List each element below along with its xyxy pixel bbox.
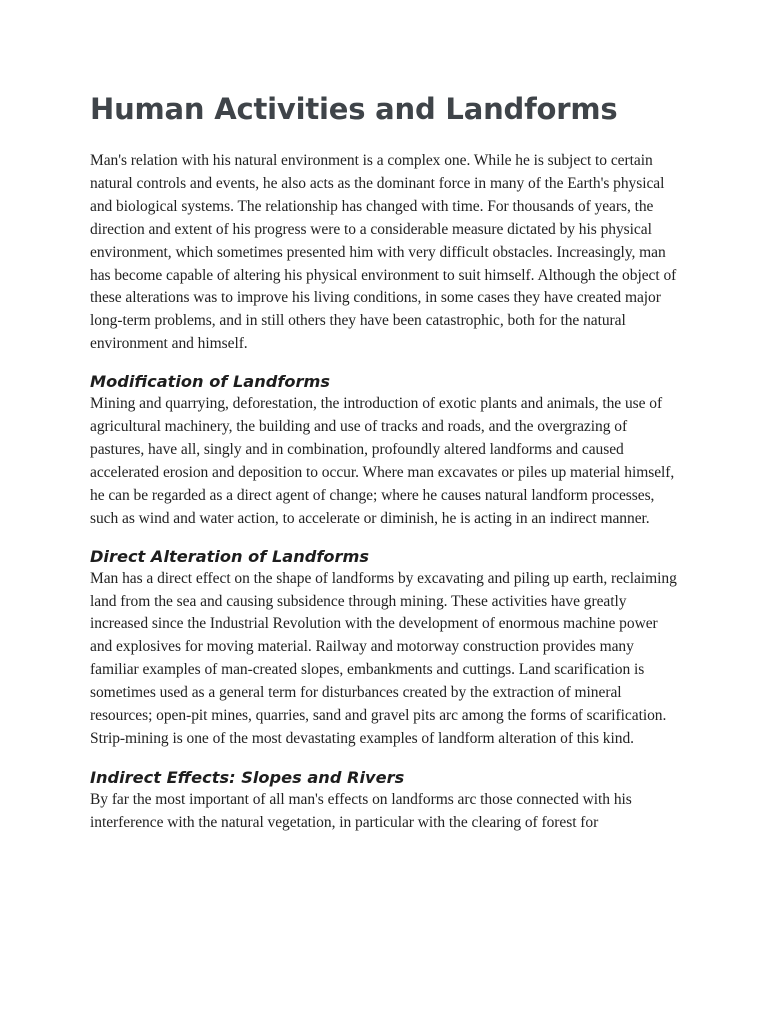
section-heading-indirect-effects: Indirect Effects: Slopes and Rivers: [90, 767, 405, 787]
section-heading-direct-alteration: Direct Alteration of Landforms: [90, 546, 369, 566]
section-body-indirect-effects: By far the most important of all man's effects on landforms arc those connected with his interference with the natural vegetation, in particular with the clearing of forest for: [90, 790, 632, 831]
document-title: Human Activities and Landforms: [90, 92, 618, 126]
intro-paragraph: Man's relation with his natural environment is a complex one. While he is subject to certain natural controls and events, he also acts as the dominant force in many of the Earth's physical and biological systems. The relationship has changed with time. For thousands of years, the direction and extent of his progress were to a considerable measure dictated by his physical environment, which sometimes presented him with very difficult obstacles. Increasingly, man has become capable of altering his physical environment to suit himself. Although the object of these alterations was to improve his living conditions, in some cases they have created major long-term problems, and in still others they have been catastrophic, both for the natural environment and himself.: [90, 152, 677, 353]
section-body-modification: Mining and quarrying, deforestation, the introduction of exotic plants and animals, the use of agricultural machinery, the building and use of tracks and roads, and the overgrazing of pastures, have all, singly and in combination, profoundly altered landforms and caused accelerated erosion and deposition to occur. Where man excavates or piles up material himself, he can be regarded as a direct agent of change; where he causes natural landform processes, such as wind and water action, to accelerate or diminish, he is acting in an indirect manner.: [90, 395, 675, 527]
section-heading-modification: Modification of Landforms: [90, 372, 330, 392]
document-page: [90, 88, 680, 835]
section-body-direct-alteration: Man has a direct effect on the shape of landforms by excavating and piling up earth, reclaiming land from the sea and causing subsidence through mining. These activities have greatly increased since the Industrial Revolution with the development of enormous machine power and explosives for moving material. Railway and motorway construction provides many familiar examples of man-created slopes, embankments and cuttings. Land scarification is sometimes used as a general term for disturbances created by the extraction of mineral resources; open-pit mines, quarries, sand and gravel pits arc among the forms of scarification. Strip-mining is one of the most devastating examples of landform alteration of this kind.: [90, 569, 677, 747]
